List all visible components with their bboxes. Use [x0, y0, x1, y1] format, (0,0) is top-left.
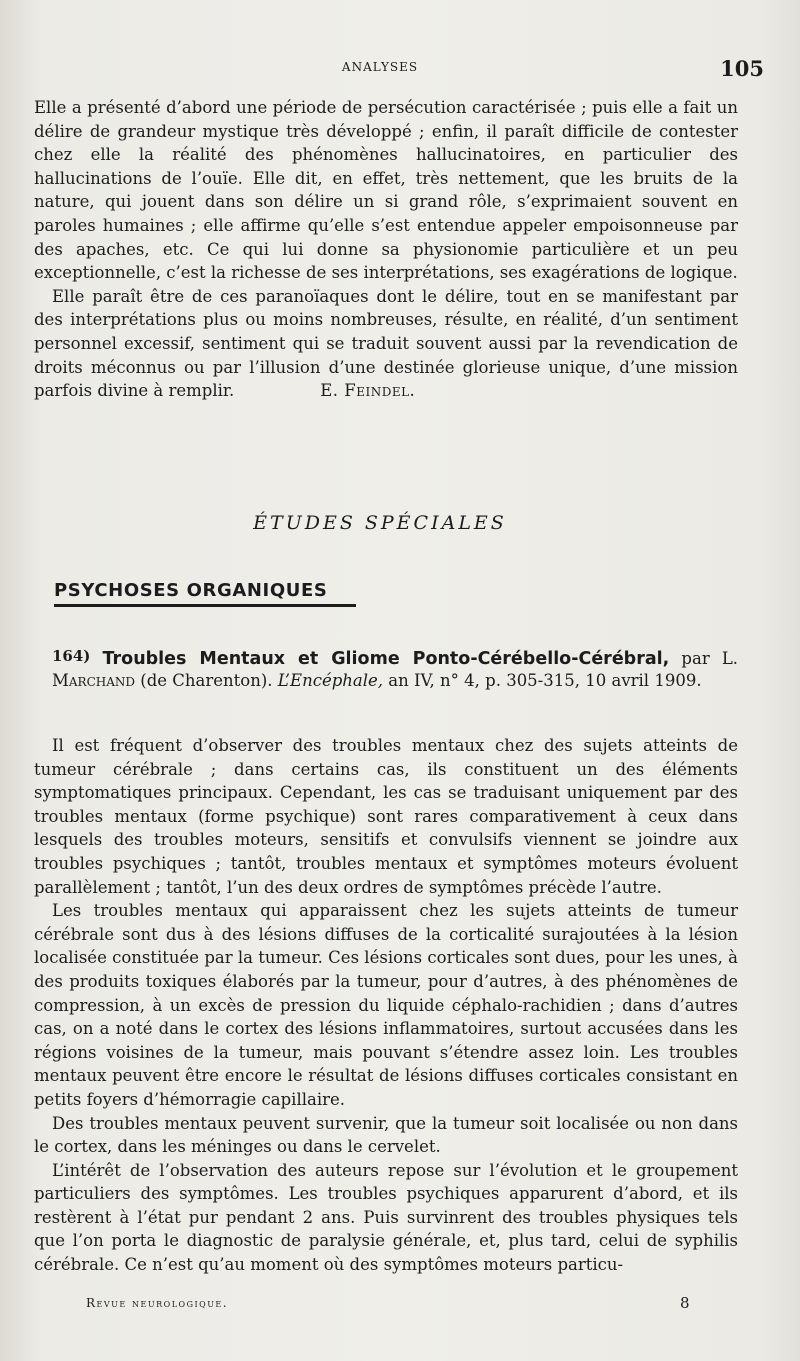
intro-paragraph-1: Elle a présenté d’abord une période de persécution caractérisée ; puis elle a fait un délire de grandeur mystique très développé ; enfin, il paraît difficile de contester chez elle la réalité des phénomènes hallucinatoires, en particulier des hallucinations de l’ouïe. Elle dit, en effet, très nettement, que les bruits de la nature, qui jouent dans son délire un si grand rôle, s’exprimaient souvent en paroles humaines ; elle affirme qu’elle s’est entendue appeler empoisonneuse par des apaches, etc. Ce qui lui donne sa physionomie particulière et un peu exceptionnelle, c’est la richesse de ses interprétations, ses exagérations de logique.	[34, 98, 738, 283]
body-paragraph: Il est fréquent d’observer des troubles mentaux chez des sujets atteints de tumeur cérébrale ; dans certains cas, ils constituent un des éléments symptomatiques principaux. Cependant, les cas se traduisant uniquement par des troubles mentaux (forme psychique) sont rares comparativement à ceux dans lesquels des troubles moteurs, sensitifs et convulsifs viennent se joindre aux troubles psychiques ; tantôt, troubles mentaux et symptômes moteurs évoluent parallèlement ; tantôt, l’un des deux ordres de symptômes précède l’autre.	[34, 736, 738, 897]
page-footer	[0, 1296, 800, 1318]
running-title: ANALYSES	[341, 60, 419, 74]
article-citation: an IV, n° 4, p. 305-315, 10 avril 1909.	[388, 671, 702, 690]
subsection-heading-block	[54, 580, 356, 607]
footer-journal-name: Revue neurologique.	[86, 1296, 229, 1310]
intro-paragraph-2	[34, 285, 738, 403]
article-affiliation: (de Charenton).	[140, 671, 273, 690]
signature: E. Feindel.	[320, 381, 416, 401]
intro-text	[34, 96, 738, 403]
article-author: L. Marchand	[52, 649, 739, 690]
article-journal: L’Encéphale,	[277, 671, 384, 690]
subsection-heading: PSYCHOSES ORGANIQUES	[54, 580, 328, 601]
article-title: Troubles Mentaux et Gliome Ponto-Cérébello-Cérébral,	[102, 649, 670, 669]
article-body	[34, 734, 738, 1277]
page-number: 105	[720, 56, 764, 81]
running-header	[0, 58, 800, 82]
section-title: ÉTUDES SPÉCIALES	[253, 512, 507, 534]
body-paragraph: Les troubles mentaux qui apparaissent chez les sujets atteints de tumeur cérébrale sont dus à des lésions diffuses de la corticalité surajoutées à la lésion localisée constituée par la tumeur. Ces lésions corticales sont dues, pour les unes, à des produits toxiques élaborés par la tumeur, pour d’autres, à des phénomènes de compression, à un excès de pression du liquide céphalo-rachidien ; dans d’autres cas, on a noté dans le cortex des lésions inflammatoires, surtout accusées dans les régions voisines de la tumeur, mais pouvant s’étendre assez loin. Les troubles mentaux peuvent être encore le résultat de lésions diffuses corticales consistant en petits foyers d’hémorragie capillaire.	[34, 901, 738, 1109]
article-par: par	[681, 649, 710, 668]
body-paragraph: L’intérêt de l’observation des auteurs repose sur l’évolution et le groupement particuliers des symptômes. Les troubles psychiques apparurent d’abord, et ils restèrent à l’état pur pendant 2 ans. Puis survinrent des troubles physiques tels que l’on porta le diagnostic de paralysie générale, et, plus tard, celui de syphilis cérébrale. Ce n’est qu’au moment où des symptômes moteurs particu-	[34, 1160, 738, 1275]
body-paragraph: Des troubles mentaux peuvent survenir, que la tumeur soit localisée ou non dans le cortex, dans les méninges ou dans le cervelet.	[34, 1113, 738, 1157]
heading-underline	[54, 604, 356, 607]
article-header	[52, 645, 738, 692]
footer-signature-mark: 8	[680, 1294, 690, 1312]
article-number: 164)	[52, 647, 91, 665]
intro-paragraph-2-text: Elle paraît être de ces paranoïaques dont le délire, tout en se manifestant par des interprétations plus ou moins nombreuses, résulte, en réalité, d’un sentiment personnel excessif, sentiment qui se traduit souvent aussi par la revendication de droits méconnus ou par l’illusion d’une destinée glorieuse unique, d’une mission parfois divine à remplir.	[34, 286, 738, 401]
